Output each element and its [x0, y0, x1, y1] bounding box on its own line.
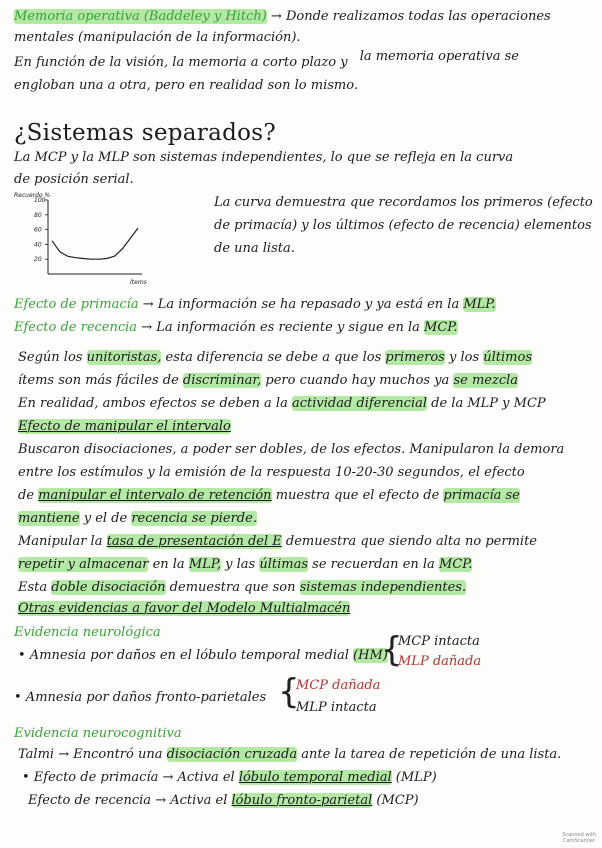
- efecto-primacia-line: Efecto de primacía → La información se ha repasado y ya está en la MLP.: [14, 297, 496, 312]
- manipular-line4: [18, 511, 257, 527]
- manipular-heading: Efecto de manipular el intervalo: [18, 419, 231, 434]
- neurologica-item1: [18, 648, 388, 664]
- chart-ylabel: Recuerdo %: [14, 192, 51, 199]
- manipular-line8: [18, 601, 350, 617]
- discriminar-hl: discriminar,: [182, 373, 262, 388]
- manipular-line1: Buscaron disociaciones, a poder ser dobles, de los efectos. Manipularon la demora: [18, 442, 565, 457]
- neurologica-item2: • Amnesia por daños fronto-parietales: [14, 690, 267, 705]
- e2b: Activa el: [170, 793, 232, 808]
- mantiene-hl: mantiene: [18, 511, 80, 526]
- chart-y-tick-label: 60: [34, 226, 42, 234]
- neurocognitiva-e2: Efecto de recencia → Activa el lóbulo fronto-parietal (MCP): [28, 793, 419, 808]
- memoria-operativa-line4: engloban una a otra, pero en realidad son lo mismo.: [14, 78, 358, 93]
- m5a: Manipular la: [18, 534, 107, 549]
- mlp-hl: MLP,: [188, 557, 222, 572]
- talmi-line: Talmi → Encontró una disociación cruzada ante la tarea de repetición de una lista.: [18, 747, 562, 762]
- u3a: En realidad, ambos efectos se deben a la: [18, 396, 292, 411]
- brace-icon: {: [278, 672, 300, 712]
- u1c: esta diferencia se debe a que los: [161, 350, 386, 365]
- sistemas-desc1: La curva demuestra que recordamos los primeros (efecto: [214, 195, 593, 210]
- manipular-line3: [18, 488, 520, 504]
- manipular-line7: [18, 580, 466, 596]
- neurologica-heading: Evidencia neurológica: [14, 625, 161, 640]
- manipular-line5: [18, 534, 537, 550]
- neurocognitiva-heading: Evidencia neurocognitiva: [14, 726, 182, 741]
- primeros-hl: primeros: [385, 350, 445, 365]
- disociacion-cruzada-hl: disociación cruzada: [166, 747, 298, 762]
- u1a: Según los: [18, 350, 87, 365]
- mcp-hl: MCP.: [438, 557, 473, 572]
- repetir-almacenar-hl: repetir y almacenar: [18, 557, 149, 572]
- lobulo-fronto-hl: lóbulo fronto-parietal: [231, 793, 373, 808]
- chart-curve: [52, 228, 138, 259]
- recencia-pierde-hl: recencia se pierde.: [131, 511, 257, 526]
- scanner-stamp: [562, 832, 596, 844]
- efecto-recencia-mcp: MCP.: [424, 320, 458, 335]
- neurologica-item1-bottom: MLP dañada: [398, 654, 482, 669]
- ultimos-hl: últimos: [483, 350, 533, 365]
- unitoristas-line1: [18, 350, 532, 366]
- u2c: pero cuando hay muchos ya: [261, 373, 454, 388]
- efecto-primacia-mlp: MLP.: [463, 297, 496, 312]
- m3c: muestra que el efecto de: [271, 488, 444, 503]
- efecto-recencia-label: Efecto de recencia: [14, 320, 138, 335]
- memoria-operativa-line1: [14, 9, 551, 25]
- actividad-diferencial-hl: actividad diferencial: [291, 396, 428, 411]
- lobulo-temporal-hl: lóbulo temporal medial: [238, 770, 392, 785]
- chart-y-tick-label: 40: [34, 241, 42, 249]
- unitoristas-line3: [18, 396, 546, 412]
- e1a: • Efecto de primacía: [22, 770, 159, 785]
- neurologica-item2-bottom: MLP intacta: [296, 700, 377, 715]
- sistemas-title: ¿Sistemas separados?: [14, 120, 276, 146]
- efecto-recencia-line: Efecto de recencia → La información es reciente y sigue en la MCP.: [14, 320, 458, 335]
- doble-disociacion-hl: doble disociación: [51, 580, 166, 595]
- n1a: • Amnesia por daños en el lóbulo temporal medial: [18, 648, 354, 663]
- brace-icon: {: [381, 630, 403, 670]
- memoria-operativa-line3a: En función de la visión, la memoria a corto plazo y: [14, 55, 348, 70]
- memoria-operativa-line3: [14, 49, 519, 71]
- memoria-operativa-heading: Memoria operativa (Baddeley y Hitch): [14, 9, 267, 24]
- sistemas-line1: La MCP y la MLP son sistemas independientes, lo que se refleja en la curva: [14, 150, 514, 165]
- otras-evidencias-hl: Otras evidencias a favor del Modelo Multialmacén: [18, 601, 351, 616]
- arrow: →: [266, 9, 286, 24]
- e2d: (MCP): [372, 793, 419, 808]
- efecto-primacia-label: Efecto de primacía: [14, 297, 139, 312]
- e1d: (MLP): [391, 770, 437, 785]
- stamp-line1: Scanned with: [562, 832, 596, 838]
- sistemas-desc3: de una lista.: [214, 241, 295, 256]
- talmi-b: Encontró una: [73, 747, 167, 762]
- tasa-presentacion-hl: tasa de presentación del E: [106, 534, 282, 549]
- unitoristas-line2: [18, 373, 518, 389]
- chart-y-tick-label: 80: [34, 211, 42, 219]
- ultimas-hl: últimas: [259, 557, 309, 572]
- chart-xlabel: Ítems: [130, 279, 147, 286]
- efecto-primacia-text: La información se ha repasado y ya está en la: [157, 297, 460, 312]
- intervalo-retencion-hl: manipular el intervalo de retención: [38, 488, 272, 503]
- e2a: Efecto de recencia: [28, 793, 152, 808]
- chart-y-tick-label: 100: [34, 197, 46, 204]
- m6d: y las: [221, 557, 260, 572]
- talmi-d: ante la tarea de repetición de una lista.: [297, 747, 562, 762]
- sistemas-independientes-hl: sistemas independientes.: [299, 580, 467, 595]
- se-mezcla-hl: se mezcla: [453, 373, 519, 388]
- u3c: de la MLP y MCP: [427, 396, 546, 411]
- m3a: de: [18, 488, 39, 503]
- manipular-line6: [18, 557, 472, 573]
- sistemas-desc2: de primacía) y los últimos (efecto de recencia) elementos: [214, 218, 592, 233]
- memoria-operativa-line3b: la memoria operativa se: [359, 49, 519, 64]
- neurocognitiva-e1: • Efecto de primacía → Activa el lóbulo temporal medial (MLP): [22, 770, 437, 785]
- unitoristas-hl: unitoristas,: [86, 350, 162, 365]
- serial-position-chart: [12, 188, 172, 286]
- chart-y-ticks: [34, 197, 48, 263]
- sistemas-line2: de posición serial.: [14, 172, 134, 187]
- m6b: en la: [148, 557, 189, 572]
- u1e: y los: [444, 350, 484, 365]
- m6f: se recuerdan en la: [308, 557, 439, 572]
- stamp-line2: CamScanner: [563, 838, 596, 844]
- chart-y-tick-label: 20: [34, 256, 42, 264]
- m7c: demuestra que son: [165, 580, 300, 595]
- manipular-heading-line: [18, 419, 231, 435]
- hm-hl: (HM): [353, 648, 388, 663]
- m4b: y el de: [79, 511, 132, 526]
- neurologica-item1-top: MCP intacta: [398, 634, 480, 649]
- memoria-operativa-line2: mentales (manipulación de la información).: [14, 30, 301, 45]
- memoria-operativa-text: Donde realizamos todas las operaciones: [285, 9, 551, 24]
- neurologica-item2-top: MCP dañada: [296, 678, 381, 693]
- m7a: Esta: [18, 580, 52, 595]
- e1b: Activa el: [177, 770, 239, 785]
- talmi: Talmi: [18, 747, 55, 762]
- m5c: demuestra que siendo alta no permite: [281, 534, 537, 549]
- u2a: ítems son más fáciles de: [18, 373, 183, 388]
- efecto-recencia-text: La información es reciente y sigue en la: [156, 320, 420, 335]
- manipular-line2: entre los estímulos y la emisión de la respuesta 10-20-30 segundos, el efecto: [18, 465, 525, 480]
- primacia-se-hl: primacía se: [443, 488, 520, 503]
